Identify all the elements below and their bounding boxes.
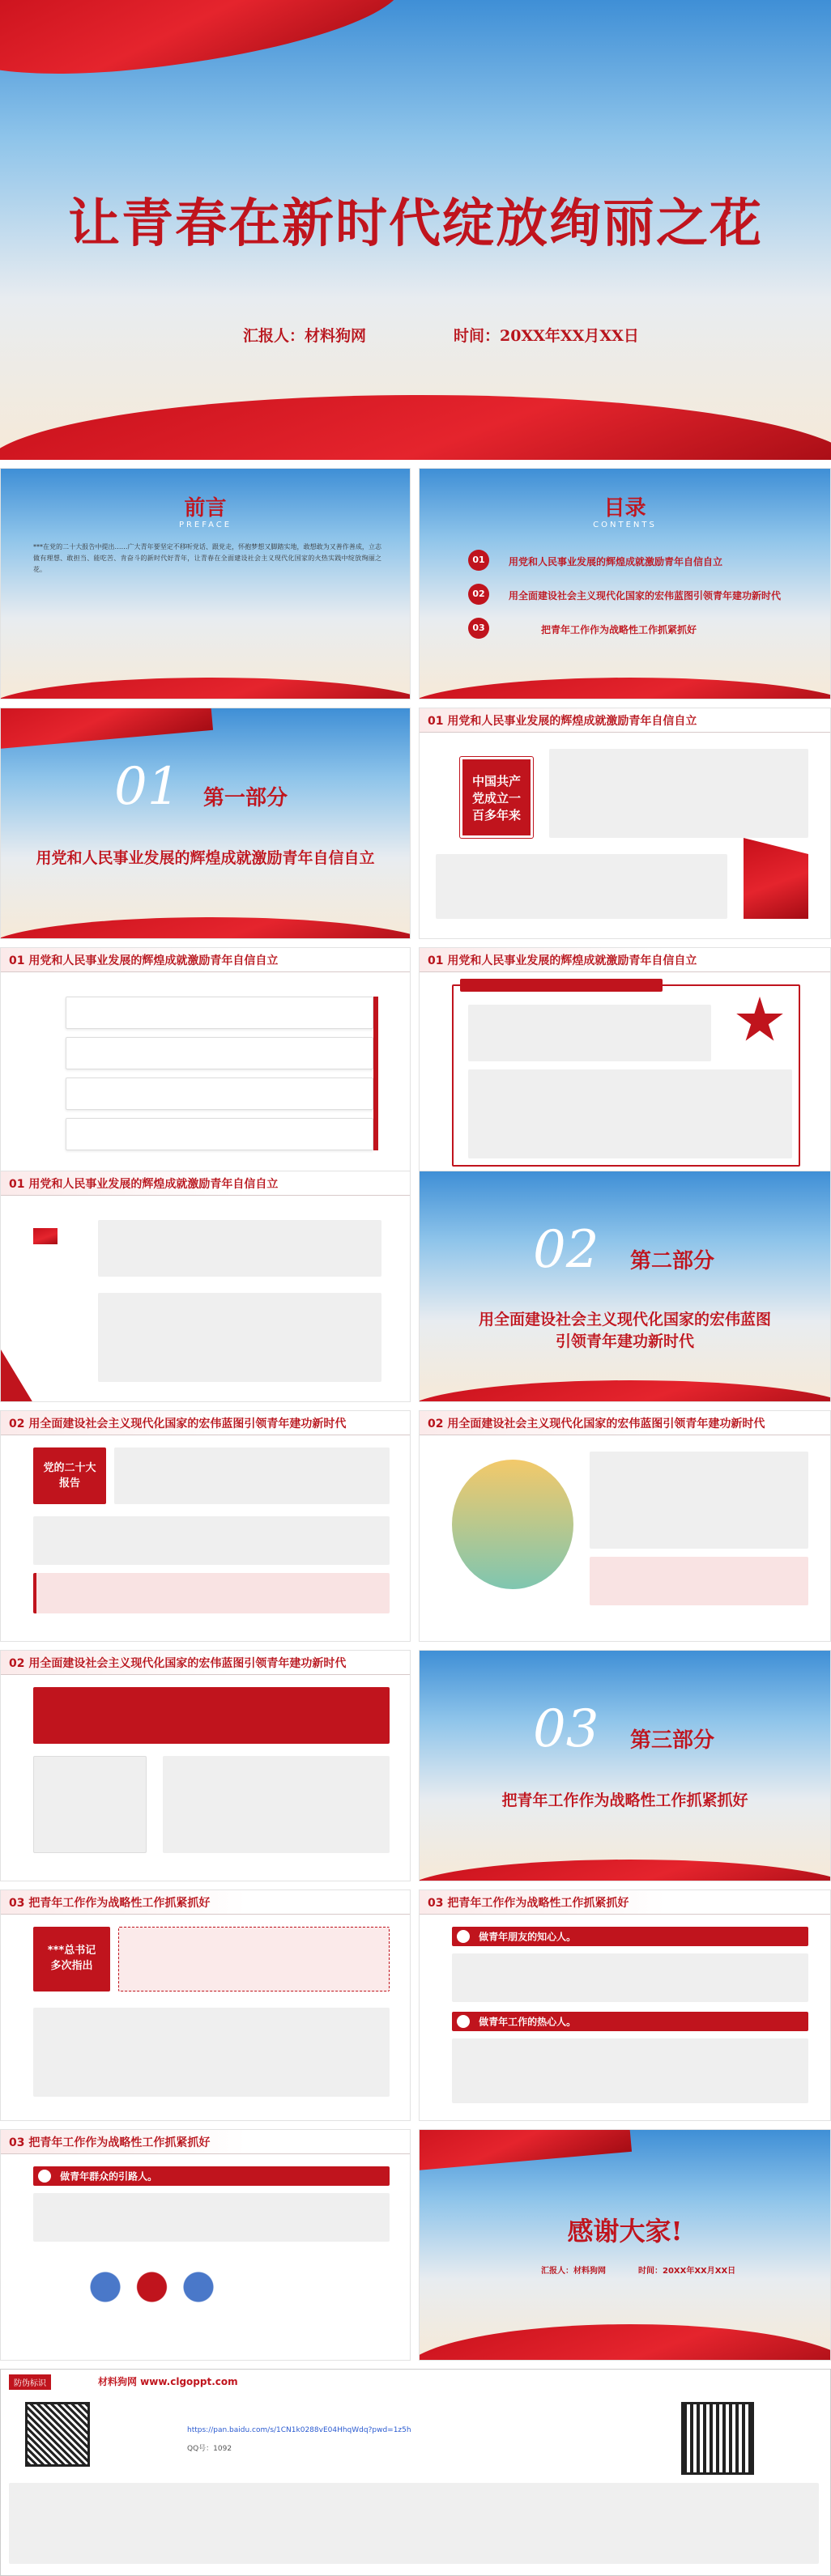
user-icon [38,2170,51,2183]
slide-header: 02 用全面建设社会主义现代化国家的宏伟蓝图引领青年建功新时代 [9,1418,347,1430]
text-block [9,2483,819,2564]
slide-header: 02 用全面建设社会主义现代化国家的宏伟蓝图引领青年建功新时代 [9,1657,347,1670]
contents-item-1[interactable]: 用党和人民事业发展的辉煌成就激励青年自信自立 [509,556,723,567]
highlight-box-line: ***总书记 [47,1945,96,1957]
contents-subtitle: CONTENTS [593,521,657,529]
p3-slide-1 [0,1889,411,2121]
preface-slide [0,468,411,699]
cover-reporter: 汇报人：材料狗网 [243,327,367,345]
red-text-panel [33,1687,390,1744]
preface-text: ***在党的二十大报告中提出……广大青年要坚定不移听党话、跟党走，怀抱梦想又脚踏实地，敢想敢为又善作善成，立志做有理想、敢担当、能吃苦、肯奋斗的新时代好青年，让青春在全面建设社会主义现代化国家的火热实践中绽放绚丽之花。 [33,543,381,573]
cover-time: 时间：20XX年XX月XX日 [454,327,639,345]
p3-slide-3 [0,2129,411,2361]
highlight-box-line: 多次指出 [50,1960,93,1972]
part2-title-line1: 用全面建设社会主义现代化国家的宏伟蓝图 [478,1311,771,1328]
part3-title: 把青年工作作为战略性工作抓紧抓好 [501,1792,748,1809]
contents-item-2[interactable]: 用全面建设社会主义现代化国家的宏伟蓝图引领青年建功新时代 [509,590,782,601]
red-corner-deco [1,1350,33,1402]
party-flag-icon [744,838,808,919]
red-wave-bottom [0,678,411,699]
contents-num-2: 02 [468,584,489,605]
p2-slide-3 [0,1650,411,1881]
thanks-time: 时间：20XX年XX月XX日 [638,2267,736,2276]
frame-title-bar [460,979,663,992]
cover-slide [0,0,831,460]
part2-num: 02 [533,1220,599,1280]
slide-header: 01 用党和人民事业发展的辉煌成就激励青年自信自立 [428,954,697,967]
highlight-box-line: 百多年来 [471,808,521,823]
highlight-box [460,757,533,838]
bullet-card [66,1118,373,1150]
red-side-bar [373,997,378,1150]
footer-url[interactable]: https://pan.baidu.com/s/1CN1k0288vE04HhqWdq?pwd=1z5h [187,2426,411,2434]
slide-header: 01 用党和人民事业发展的辉煌成就激励青年自信自立 [9,954,279,967]
red-wave-bottom [419,2324,831,2361]
p2-slide-2 [419,1410,831,1642]
text-block [590,1452,808,1549]
flag-icon [33,1228,58,1244]
part1-label: 第一部分 [203,786,288,810]
user-icon [457,2015,470,2028]
thanks-title: 感谢大家! [567,2216,683,2247]
part3-num: 03 [533,1699,599,1759]
part1-slide [0,708,411,939]
city-illustration-icon [452,1460,573,1589]
red-wave-bottom [419,678,831,699]
text-block [549,749,808,838]
thanks-reporter: 汇报人：材料狗网 [541,2267,606,2276]
highlight-box-line: 党成立一 [471,791,521,806]
contents-item-3[interactable]: 把青年工作作为战略性工作抓紧抓好 [541,624,697,635]
text-block [452,1953,808,2002]
footer-qq: QQ号：1092 [187,2445,232,2453]
footer-panel [0,2369,831,2576]
footer-tag: 防伪标识 [9,2374,51,2390]
contents-num-3: 03 [468,618,489,639]
p1-slide-3 [419,947,831,1179]
p1-slide-4 [0,1171,411,1402]
part2-title-line2: 引领青年建功新时代 [555,1333,694,1350]
red-wave-bottom [419,1860,831,1881]
user-icon [457,1930,470,1943]
cover-title: 让青春在新时代绽放绚丽之花 [68,193,763,254]
red-flag-shape [0,0,409,88]
red-wave-bottom [419,1380,831,1402]
slide-header: 03 把青年工作作为战略性工作抓紧抓好 [9,1897,211,1910]
preface-subtitle: PREFACE [178,521,232,529]
highlight-box-line: 党的二十大 [43,1462,96,1474]
text-block [163,1756,390,1853]
slide-header: 02 用全面建设社会主义现代化国家的宏伟蓝图引领青年建功新时代 [428,1418,765,1430]
highlight-box [33,1927,110,1992]
footer-brand[interactable]: 材料狗网 www.clgoppt.com [98,2376,238,2387]
item-bar [33,2166,390,2186]
slide-header: 03 把青年工作作为战略性工作抓紧抓好 [9,2136,211,2149]
highlight-box [33,1447,106,1504]
text-block [452,2038,808,2103]
red-wave-bottom [0,395,831,460]
qr-code-icon [25,2402,90,2467]
part3-label: 第三部分 [630,1728,715,1753]
p2-slide-1 [0,1410,411,1642]
qr-code-icon [681,2402,754,2475]
red-flag-shape [419,2129,632,2173]
p1-slide-1 [419,708,831,939]
item-bar-label: 做青年朋友的知心人。 [479,1931,577,1943]
bullet-list-panel [33,1756,147,1853]
text-block [33,1516,390,1565]
item-bar [452,2012,808,2031]
red-text-block [33,1573,390,1613]
red-text-block [590,1557,808,1605]
bullet-card [66,997,373,1029]
people-illustration-icon [49,2251,236,2340]
text-block [468,1069,792,1158]
item-bar [452,1927,808,1946]
red-wave-bottom [0,917,411,939]
text-block [33,2008,390,2097]
text-block [436,854,727,919]
part2-label: 第二部分 [630,1249,715,1273]
contents-num-1: 01 [468,550,489,571]
preface-title: 前言 [184,496,227,521]
text-block [468,1005,711,1061]
slide-header: 03 把青年工作作为战略性工作抓紧抓好 [428,1897,629,1910]
slide-header: 01 用党和人民事业发展的辉煌成就激励青年自信自立 [428,715,697,728]
contents-title: 目录 [603,496,646,521]
item-bar-label: 做青年群众的引路人。 [60,2170,158,2183]
red-flag-shape [0,708,213,751]
part3-slide [419,1650,831,1881]
contents-slide [419,468,831,699]
thanks-slide [419,2129,831,2361]
text-block [33,2193,390,2242]
part2-slide [419,1171,831,1402]
p3-slide-2 [419,1889,831,2121]
part1-title: 用党和人民事业发展的辉煌成就激励青年自信自立 [36,849,375,867]
quote-block [118,1927,390,1992]
part1-num: 01 [114,757,181,817]
p1-slide-2 [0,947,411,1179]
item-bar-label: 做青年工作的热心人。 [479,2016,577,2028]
text-block [98,1220,381,1277]
text-block [98,1293,381,1382]
bullet-card [66,1078,373,1110]
highlight-box-line: 中国共产 [471,774,521,789]
bullet-card [66,1037,373,1069]
slide-header: 01 用党和人民事业发展的辉煌成就激励青年自信自立 [9,1178,279,1191]
highlight-box-line: 报告 [58,1477,80,1490]
text-block [114,1447,390,1504]
